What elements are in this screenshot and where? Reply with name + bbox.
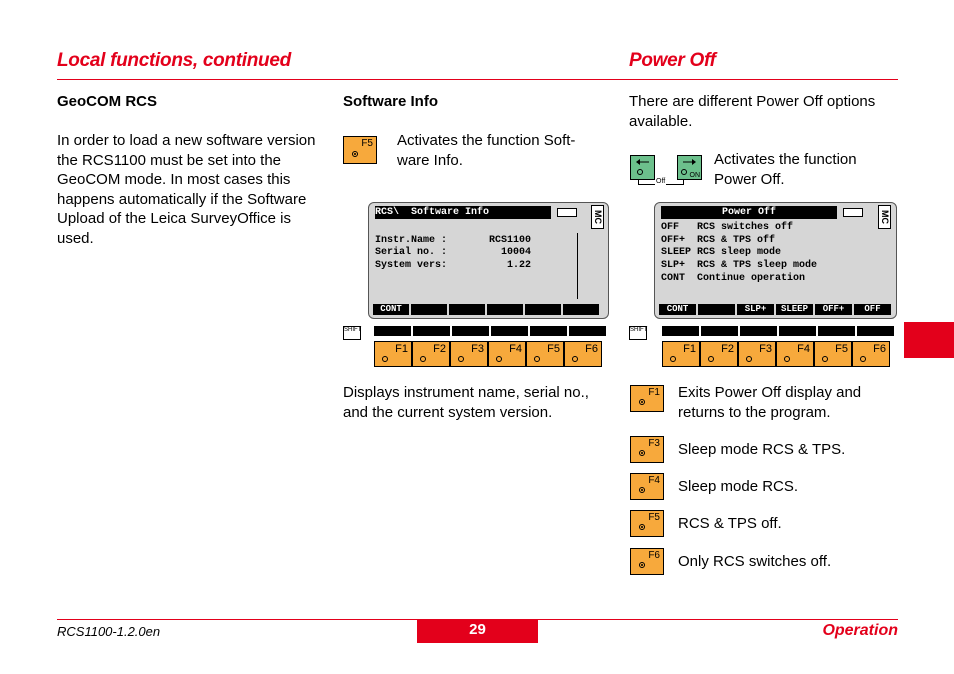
f1-key[interactable]: [662, 341, 700, 367]
f5-label: F5: [547, 343, 560, 355]
f4-label: F4: [509, 343, 522, 355]
on-label: ON: [689, 172, 700, 179]
f3-key[interactable]: [630, 436, 664, 463]
softkey-4[interactable]: [487, 304, 523, 315]
f4-description: Sleep mode RCS.: [678, 478, 799, 495]
screen-line: SLEEP RCS sleep mode: [661, 247, 782, 258]
f4-key[interactable]: [776, 341, 814, 367]
softkey-cont[interactable]: CONT: [659, 304, 696, 315]
key-dot-icon: [352, 151, 358, 157]
f6-description: Only RCS switches off.: [678, 553, 832, 570]
softkey-5[interactable]: [525, 304, 561, 315]
f4-label: F4: [648, 475, 660, 486]
key-dot-icon: [860, 356, 866, 362]
shift-label: SHIFT: [630, 327, 648, 333]
geocom-heading: GeoCOM RCS: [57, 93, 158, 110]
softkey-2[interactable]: [411, 304, 447, 315]
shift-label: SHIFT: [344, 327, 362, 333]
screen-title: RCS\ Software Info: [375, 206, 551, 219]
key-dot-icon: [572, 356, 578, 362]
page-number: 29: [417, 620, 538, 643]
softkey-off[interactable]: OFF: [854, 304, 891, 315]
power-off-screen: [654, 202, 897, 319]
screen-line: Instr.Name : RCS1100: [375, 235, 532, 246]
header-rule: [57, 79, 898, 80]
f5-key[interactable]: [343, 136, 377, 164]
f2-label: F2: [433, 343, 446, 355]
key-dot-icon: [639, 399, 645, 405]
screen-title: Power Off: [661, 206, 837, 219]
f6-label: F6: [585, 343, 598, 355]
f3-label: F3: [759, 343, 772, 355]
software-info-footer-text: Displays instrument name, serial no., and the current system version.: [343, 384, 589, 421]
f5-key[interactable]: [814, 341, 852, 367]
shift-key[interactable]: [629, 326, 647, 340]
power-off-intro: There are different Power Off options available.: [629, 93, 876, 130]
key-dot-icon: [458, 356, 464, 362]
f1-label: F1: [648, 387, 660, 398]
battery-icon: [557, 208, 577, 217]
f1-label: F1: [683, 343, 696, 355]
f4-key[interactable]: [488, 341, 526, 367]
f1-label: F1: [395, 343, 408, 355]
screen-line: SLP+ RCS & TPS sleep mode: [661, 260, 818, 271]
key-dot-icon: [639, 524, 645, 530]
footer-section: Operation: [822, 622, 898, 639]
f4-label: F4: [797, 343, 810, 355]
f5-key[interactable]: [630, 510, 664, 537]
f5-key[interactable]: [526, 341, 564, 367]
f2-key[interactable]: [700, 341, 738, 367]
screen-line: OFF+ RCS & TPS off: [661, 235, 776, 246]
on-green-key[interactable]: [677, 155, 702, 180]
screen-line: CONT Continue operation: [661, 273, 806, 284]
left-section-title: Local functions, continued: [57, 50, 291, 71]
f1-key[interactable]: [374, 341, 412, 367]
f6-label: F6: [648, 550, 660, 561]
scroll-line: [577, 233, 578, 299]
chapter-tab: [904, 322, 954, 358]
softkey-sleep[interactable]: SLEEP: [776, 304, 813, 315]
softkey-off-plus[interactable]: OFF+: [815, 304, 852, 315]
key-dot-icon: [534, 356, 540, 362]
software-info-screen: [368, 202, 609, 319]
key-dot-icon: [382, 356, 388, 362]
mc-icon: MC: [878, 205, 891, 229]
geocom-body: In order to load a new software version the RCS1100 must be set into the GeoCOM mode. In most cases this happens automatically if the Software Upload of the Leica SurveyOffice is used.: [57, 132, 316, 247]
key-dot-icon: [784, 356, 790, 362]
power-off-green-desc: Activates the function Power Off.: [714, 151, 857, 188]
key-dot-icon: [639, 450, 645, 456]
f5-description: RCS & TPS off.: [678, 515, 782, 532]
f4-key[interactable]: [630, 473, 664, 500]
mc-icon: MC: [591, 205, 604, 229]
shift-key[interactable]: [343, 326, 361, 340]
f5-label: F5: [835, 343, 848, 355]
softkey-3[interactable]: [449, 304, 485, 315]
f3-label: F3: [648, 438, 660, 449]
f6-label: F6: [873, 343, 886, 355]
softkey-slp-plus[interactable]: SLP+: [737, 304, 774, 315]
f1-key[interactable]: [630, 385, 664, 412]
key-dot-icon: [822, 356, 828, 362]
arrow-left-icon: [631, 156, 654, 179]
f3-key[interactable]: [738, 341, 776, 367]
battery-icon: [843, 208, 863, 217]
screen-line: System vers: 1.22: [375, 260, 532, 271]
function-key-row: [374, 341, 602, 367]
screen-line: OFF RCS switches off: [661, 222, 794, 233]
f6-key[interactable]: [852, 341, 890, 367]
f3-key[interactable]: [450, 341, 488, 367]
screen-line: Serial no. : 10004: [375, 247, 532, 258]
softkey-6[interactable]: [563, 304, 599, 315]
key-dot-icon: [496, 356, 502, 362]
key-dot-icon: [670, 356, 676, 362]
right-section-title: Power Off: [629, 50, 716, 71]
softkey-2[interactable]: [698, 304, 735, 315]
footer-doc-id: RCS1100-1.2.0en: [57, 624, 161, 639]
key-dot-icon: [420, 356, 426, 362]
off-label: Off: [656, 178, 666, 185]
key-dot-icon: [708, 356, 714, 362]
f6-key[interactable]: [630, 548, 664, 575]
key-dot-icon: [746, 356, 752, 362]
f3-label: F3: [471, 343, 484, 355]
f5-key-label: F5: [361, 138, 373, 149]
f6-key[interactable]: [564, 341, 602, 367]
f1-description: Exits Power Off display and returns to the program.: [678, 384, 862, 421]
f3-description: Sleep mode RCS & TPS.: [678, 441, 846, 458]
software-info-heading: Software Info: [343, 93, 439, 110]
key-dot-icon: [639, 562, 645, 568]
f2-label: F2: [721, 343, 734, 355]
f5-label: F5: [648, 512, 660, 523]
function-key-row: [662, 341, 890, 367]
f5-key-description: Activates the function Soft-ware Info.: [397, 132, 576, 169]
key-dot-icon: [639, 487, 645, 493]
f2-key[interactable]: [412, 341, 450, 367]
off-green-key[interactable]: [630, 155, 655, 180]
softkey-cont[interactable]: CONT: [373, 304, 409, 315]
